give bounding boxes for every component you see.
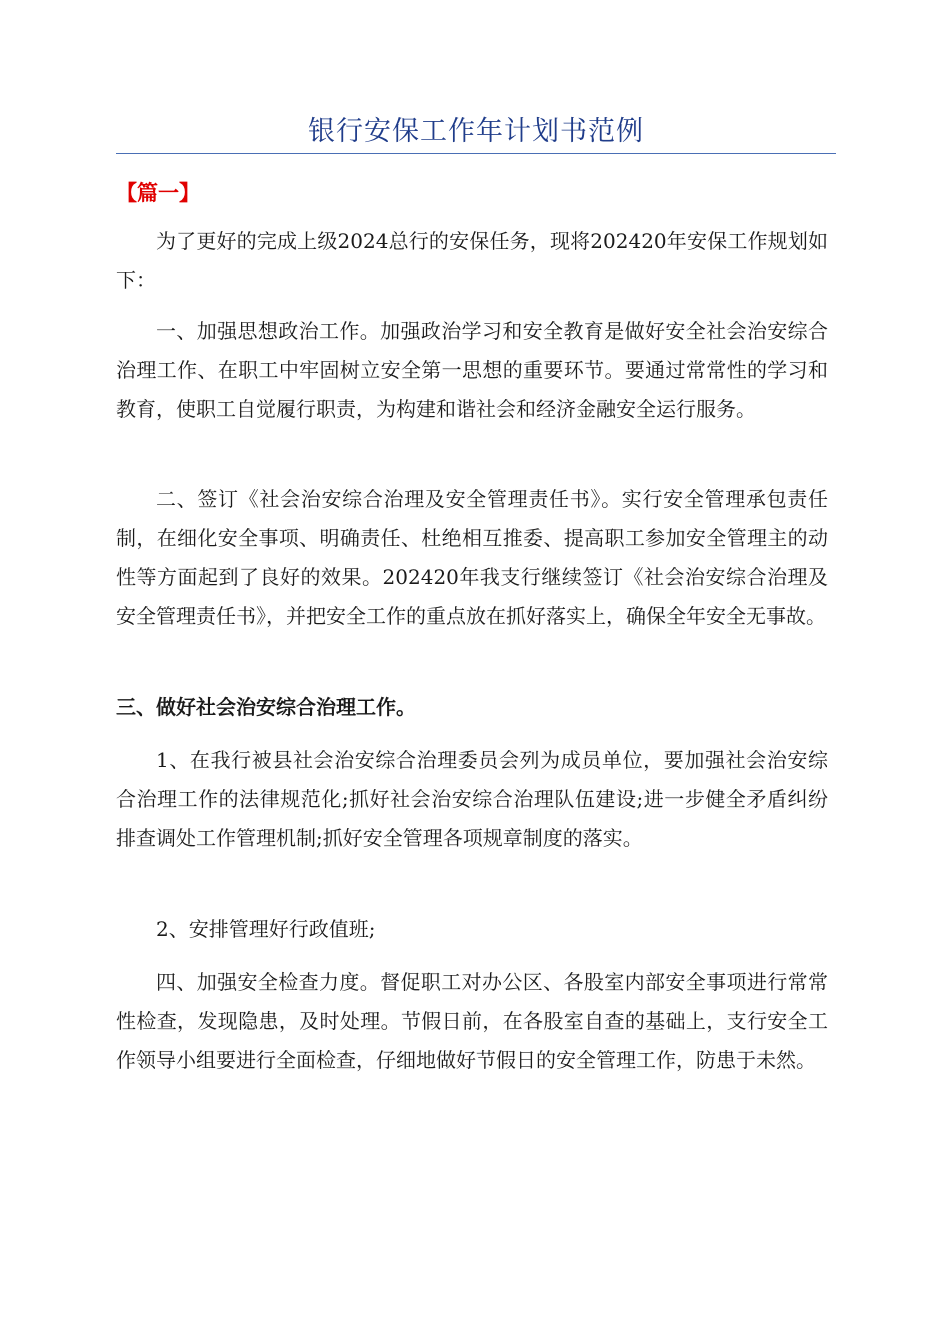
point-two-paragraph: 二、签订《社会治安综合治理及安全管理责任书》。实行安全管理承包责任制，在细化安全事项、明确责任、杜绝相互推委、提高职工参加安全管理主的动性等方面起到了良好的效果。202420年我支行继续签订《社会治安综合治理及安全管理责任书》，并把安全工作的重点放在抓好落实上，确保全年安全无事故。 xyxy=(116,487,828,628)
point-three-item-two: 2、安排管理好行政值班; xyxy=(156,917,376,941)
section-label: 【篇一】 xyxy=(116,180,200,205)
document-title: 银行安保工作年计划书范例 xyxy=(308,116,644,147)
point-one-paragraph: 一、加强思想政治工作。加强政治学习和安全教育是做好安全社会治安综合治理工作、在职工中牢固树立安全第一思想的重要环节。要通过常常性的学习和教育，使职工自觉履行职责，为构建和谐社会和经济金融安全运行服务。 xyxy=(116,319,828,421)
intro-paragraph: 为了更好的完成上级2024总行的安保任务，现将202420年安保工作规划如下： xyxy=(116,229,828,292)
title-divider xyxy=(116,153,836,154)
point-three-item-one: 1、在我行被县社会治安综合治理委员会列为成员单位，要加强社会治安综合治理工作的法律规范化;抓好社会治安综合治理队伍建设;进一步健全矛盾纠纷排查调处工作管理机制;抓好安全管理各项规章制度的落实。 xyxy=(116,748,828,850)
point-four-paragraph: 四、加强安全检查力度。督促职工对办公区、各股室内部安全事项进行常常性检查，发现隐患，及时处理。节假日前，在各股室自查的基础上，支行安全工作领导小组要进行全面检查，仔细地做好节假日的安全管理工作，防患于未然。 xyxy=(116,970,828,1072)
point-three-heading: 三、做好社会治安综合治理工作。 xyxy=(116,695,416,719)
